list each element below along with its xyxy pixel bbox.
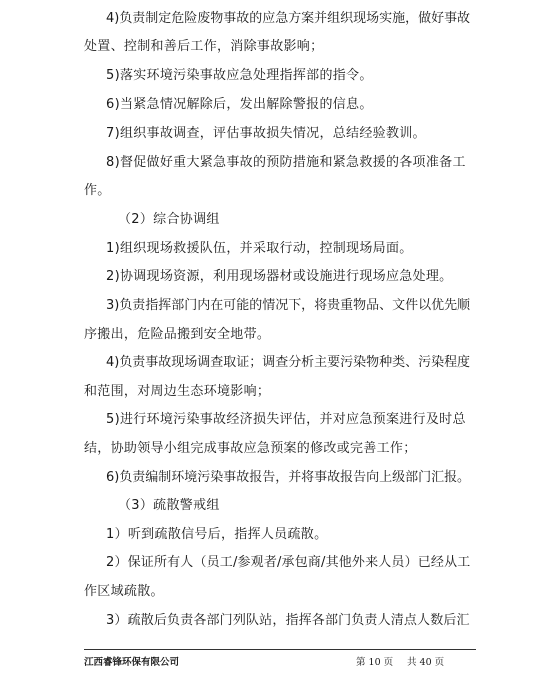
- body-line: 6)负责编制环境污染事故报告，并将事故报告向上级部门汇报。: [106, 470, 471, 485]
- body-line: 4)负责制定危险废物事故的应急方案并组织现场实施，做好事故: [106, 11, 471, 26]
- footer-company: 江西睿锋环保有限公司: [84, 657, 180, 668]
- body-line: 序搬出，危险品搬到安全地带。: [84, 327, 271, 342]
- body-line: 1）听到疏散信号后，指挥人员疏散。: [106, 527, 328, 542]
- body-line: 6)当紧急情况解除后，发出解除警报的信息。: [106, 97, 373, 112]
- body-line: 4)负责事故现场调查取证；调查分析主要污染物种类、污染程度: [106, 355, 471, 370]
- body-line: 结，协助领导小组完成事故应急预案的修改或完善工作；: [84, 441, 417, 456]
- footer-page-total: 共 40 页: [407, 657, 445, 668]
- footer-divider: [84, 649, 476, 650]
- body-line: 作区域疏散。: [84, 584, 164, 599]
- body-line: 5)进行环境污染事故经济损失评估，并对应急预案进行及时总: [106, 412, 466, 427]
- body-line: 处置、控制和善后工作，消除事故影响；: [84, 39, 324, 54]
- body-line: 3）疏散后负责各部门列队站，指挥各部门负责人清点人数后汇: [106, 613, 470, 628]
- body-line: 和范围，对周边生态环境影响；: [84, 384, 271, 399]
- body-line: 1)组织现场救援队伍，并采取行动，控制现场局面。: [106, 241, 413, 256]
- body-line: 2）保证所有人（员工/参观者/承包商/其他外来人员）已经从工: [106, 555, 471, 570]
- body-line: 作。: [84, 183, 111, 198]
- body-line: 7)组织事故调查，评估事故损失情况，总结经验教训。: [106, 126, 426, 141]
- body-line: 5)落实环境污染事故应急处理指挥部的指令。: [106, 68, 373, 83]
- body-line: 8)督促做好重大紧急事故的预防措施和紧急救援的各项准备工: [106, 155, 466, 170]
- body-line: （2）综合协调组: [118, 212, 220, 227]
- body-line: （3）疏散警戒组: [118, 498, 220, 513]
- footer-page-number: 第 10 页: [356, 657, 394, 668]
- body-line: 3)负责指挥部门内在可能的情况下，将贵重物品、文件以优先顺: [106, 298, 471, 313]
- body-line: 2)协调现场资源，利用现场器材或设施进行现场应急处理。: [106, 269, 453, 284]
